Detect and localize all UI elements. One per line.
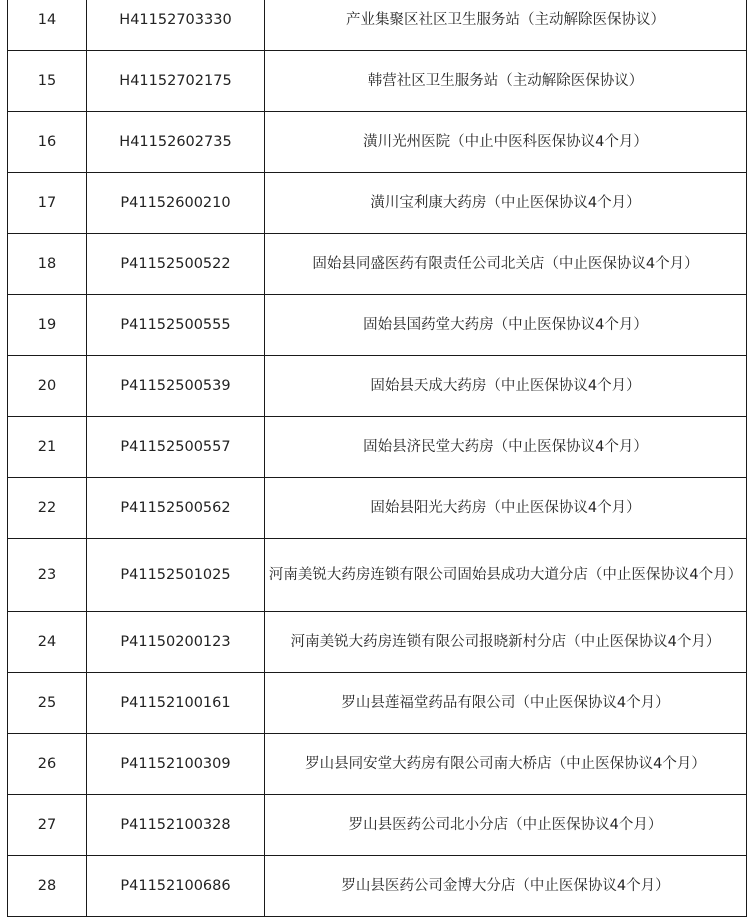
- row-number: 28: [8, 856, 87, 917]
- institution-code: H41152602735: [87, 112, 265, 173]
- institution-name: 罗山县医药公司北小分店（中止医保协议4个月）: [265, 795, 747, 856]
- row-number: 19: [8, 295, 87, 356]
- row-number: 21: [8, 417, 87, 478]
- institution-code: P41152100686: [87, 856, 265, 917]
- institution-name: 产业集聚区社区卫生服务站（主动解除医保协议）: [265, 0, 747, 51]
- row-number: 17: [8, 173, 87, 234]
- institution-table: [7, 0, 747, 917]
- table-row: [8, 234, 747, 295]
- table-row: [8, 356, 747, 417]
- institution-name: 罗山县医药公司金博大分店（中止医保协议4个月）: [265, 856, 747, 917]
- row-number: 22: [8, 478, 87, 539]
- institution-code: H41152702175: [87, 51, 265, 112]
- institution-name: 潢川宝利康大药房（中止医保协议4个月）: [265, 173, 747, 234]
- institution-name: 固始县同盛医药有限责任公司北关店（中止医保协议4个月）: [265, 234, 747, 295]
- row-number: 15: [8, 51, 87, 112]
- institution-name: 河南美锐大药房连锁有限公司固始县成功大道分店（中止医保协议4个月）: [265, 539, 747, 612]
- row-number: 24: [8, 612, 87, 673]
- table-row: [8, 295, 747, 356]
- table-row: [8, 795, 747, 856]
- table-row: [8, 0, 747, 51]
- institution-code: P41152501025: [87, 539, 265, 612]
- institution-name: 固始县阳光大药房（中止医保协议4个月）: [265, 478, 747, 539]
- table-row: [8, 539, 747, 612]
- institution-name: 固始县天成大药房（中止医保协议4个月）: [265, 356, 747, 417]
- institution-name: 潢川光州医院（中止中医科医保协议4个月）: [265, 112, 747, 173]
- institution-code: P41152500555: [87, 295, 265, 356]
- institution-name: 河南美锐大药房连锁有限公司报晓新村分店（中止医保协议4个月）: [265, 612, 747, 673]
- institution-code: P41152100328: [87, 795, 265, 856]
- row-number: 27: [8, 795, 87, 856]
- row-number: 14: [8, 0, 87, 51]
- row-number: 18: [8, 234, 87, 295]
- table-row: [8, 612, 747, 673]
- institution-code: P41152500522: [87, 234, 265, 295]
- institution-name: 罗山县同安堂大药房有限公司南大桥店（中止医保协议4个月）: [265, 734, 747, 795]
- institution-code: P41152100161: [87, 673, 265, 734]
- institution-code: P41152100309: [87, 734, 265, 795]
- row-number: 16: [8, 112, 87, 173]
- institution-name: 固始县国药堂大药房（中止医保协议4个月）: [265, 295, 747, 356]
- institution-name: 罗山县莲福堂药品有限公司（中止医保协议4个月）: [265, 673, 747, 734]
- table-row: [8, 734, 747, 795]
- institution-name: 固始县济民堂大药房（中止医保协议4个月）: [265, 417, 747, 478]
- table-row: [8, 51, 747, 112]
- table-row: [8, 478, 747, 539]
- row-number: 20: [8, 356, 87, 417]
- table-row: [8, 856, 747, 917]
- institution-code: P41150200123: [87, 612, 265, 673]
- institution-code: P41152600210: [87, 173, 265, 234]
- table-row: [8, 173, 747, 234]
- row-number: 25: [8, 673, 87, 734]
- table-row: [8, 673, 747, 734]
- institution-code: P41152500539: [87, 356, 265, 417]
- institution-code: P41152500557: [87, 417, 265, 478]
- institution-code: H41152703330: [87, 0, 265, 51]
- table-row: [8, 417, 747, 478]
- institution-code: P41152500562: [87, 478, 265, 539]
- table-row: [8, 112, 747, 173]
- row-number: 26: [8, 734, 87, 795]
- row-number: 23: [8, 539, 87, 612]
- institution-name: 韩营社区卫生服务站（主动解除医保协议）: [265, 51, 747, 112]
